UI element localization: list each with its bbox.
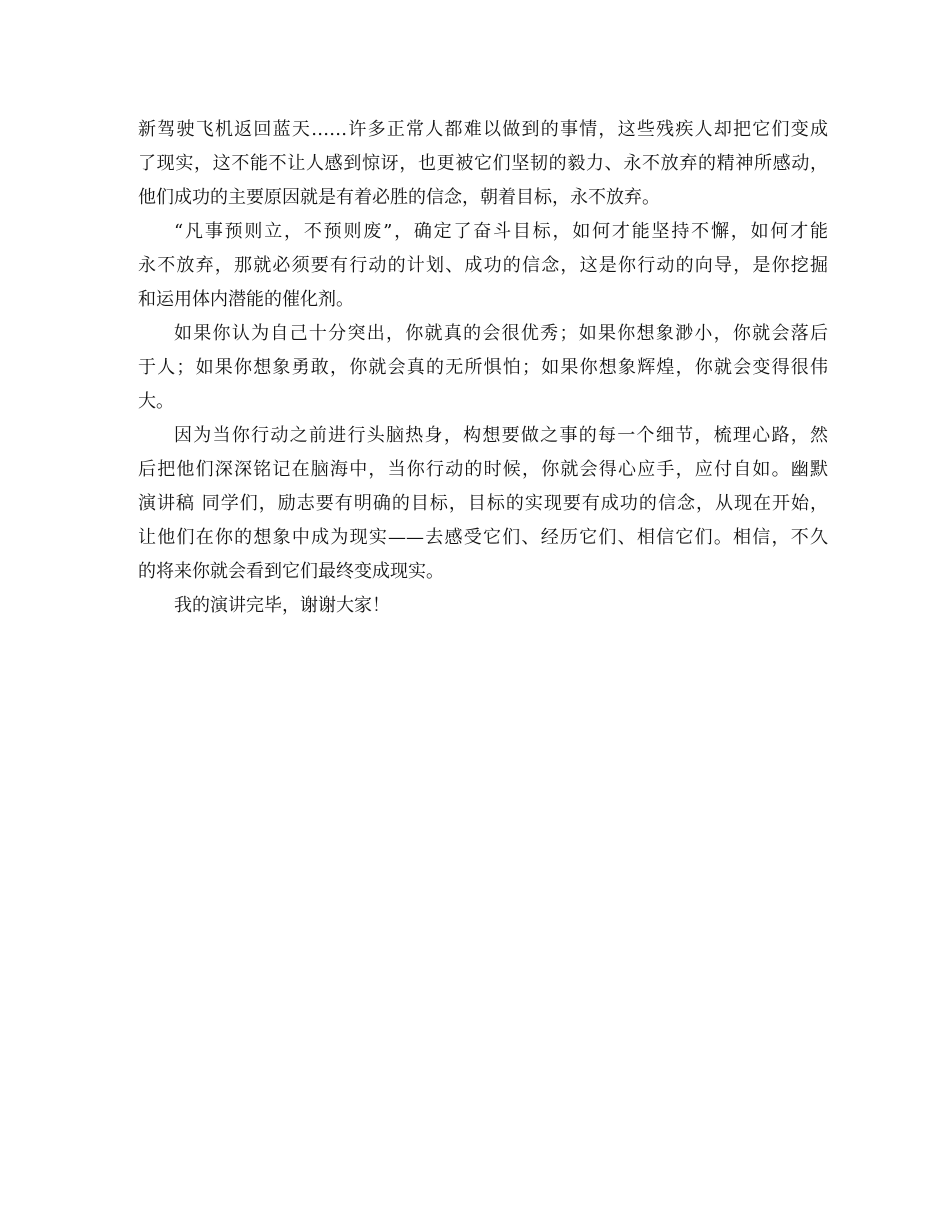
paragraph-line: 大。 (138, 391, 174, 412)
closing-line: 我的演讲完毕，谢谢大家！ (174, 595, 390, 616)
paragraph-line: 于人；如果你想象勇敢，你就会真的无所惧怕；如果你想象辉煌，你就会变得很伟 (138, 357, 828, 378)
paragraph-line: 让他们在你的想象中成为现实——去感受它们、经历它们、相信它们。相信，不久 (138, 527, 828, 548)
paragraph-line: 了现实，这不能不让人感到惊讶，也更被它们坚韧的毅力、永不放弃的精神所感动， (138, 153, 828, 174)
paragraph-line: 他们成功的主要原因就是有着必胜的信念，朝着目标，永不放弃。 (138, 187, 660, 208)
document-body (138, 113, 828, 623)
paragraph-line: 新驾驶飞机返回蓝天……许多正常人都难以做到的事情，这些残疾人却把它们变成 (138, 119, 828, 140)
paragraph-line: 后把他们深深铭记在脑海中，当你行动的时候，你就会得心应手，应付自如。幽默 (138, 459, 828, 480)
paragraph-line: 和运用体内潜能的催化剂。 (138, 289, 354, 310)
paragraph-line: “凡事预则立，不预则废”，确定了奋斗目标，如何才能坚持不懈，如何才能 (174, 221, 828, 242)
paragraph-line: 因为当你行动之前进行头脑热身，构想要做之事的每一个细节，梳理心路，然 (174, 425, 828, 446)
paragraph-line: 演讲稿 同学们，励志要有明确的目标，目标的实现要有成功的信念，从现在开始， (138, 493, 828, 514)
paragraph-line: 的将来你就会看到它们最终变成现实。 (138, 561, 444, 582)
paragraph-line: 永不放弃，那就必须要有行动的计划、成功的信念，这是你行动的向导，是你挖掘 (138, 255, 828, 276)
paragraph-line: 如果你认为自己十分突出，你就真的会很优秀；如果你想象渺小，你就会落后 (174, 323, 828, 344)
